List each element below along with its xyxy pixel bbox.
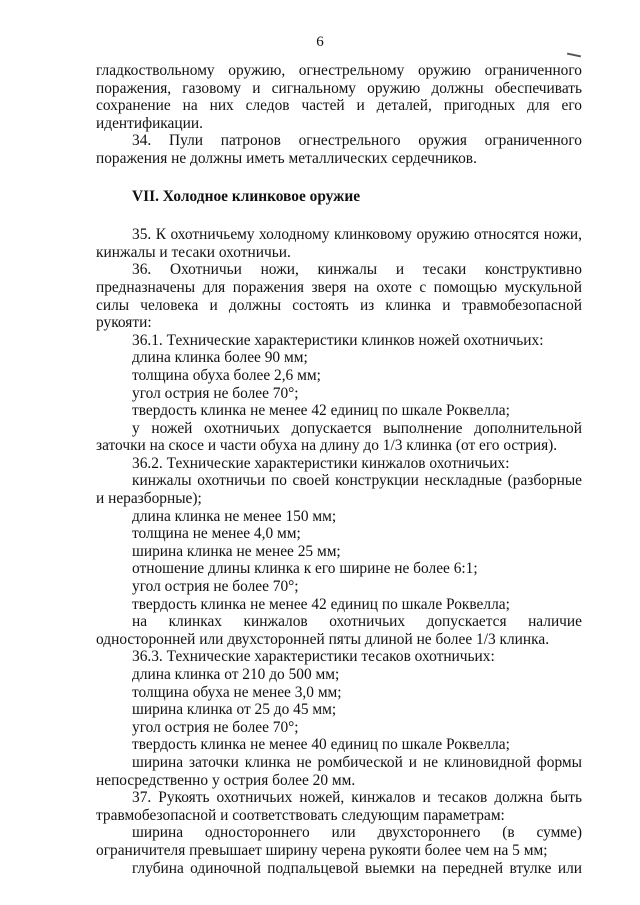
paragraph-36: 36. Охотничьи ножи, кинжалы и тесаки конструктивно предназначены для поражения зверя на охоте с помощью мускульной силы человека и должны состоять из клинка и травмобезопасной рукояти: [96, 261, 582, 332]
cleavers-note: ширина заточки клинка не ромбической и не клиновидной формы непосредственно у острия более 20 мм. [96, 753, 582, 789]
paragraph-36-1-title: 36.1. Технические характеристики клинков ножей охотничьих: [132, 331, 544, 349]
list-item: ширина клинка от 25 до 45 мм; [132, 701, 337, 719]
list-item: угол острия не более 70°; [132, 718, 299, 736]
paragraph-36-3-title: 36.3. Технические характеристики тесаков охотничьих: [132, 648, 495, 666]
paragraph-33-continuation: гладкоствольному оружию, огнестрельному оружию ограниченного поражения, газовому и сигнальному оружию должны обеспечивать сохранение на них следов частей и деталей, пригодных для его идентификации. [96, 62, 582, 132]
list-item: твердость клинка не менее 42 единиц по шкале Роквелла; [132, 595, 510, 613]
knives-note: у ножей охотничьих допускается выполнение дополнительной заточки на скосе и части обуха на длину до 1/3 клинка (от его острия). [96, 419, 582, 455]
paragraph-35: 35. К охотничьему холодному клинковому оружию относятся ножи, кинжалы и тесаки охотничьи. [96, 226, 582, 261]
paragraph-37-a: ширина одностороннего или двухстороннего (в сумме) ограничителя превышает ширину черена рукояти более чем на 5 мм; [96, 824, 582, 859]
paragraph-37: 37. Рукоять охотничьих ножей, кинжалов и тесаков должна быть травмобезопасной и соответствовать следующим параметрам: [96, 789, 582, 824]
list-item: ширина клинка не менее 25 мм; [132, 542, 341, 560]
daggers-construction: кинжалы охотничьи по своей конструкции нескладные (разборные и неразборные); [96, 472, 582, 508]
list-item: толщина обуха не менее 3,0 мм; [132, 683, 342, 701]
section-heading: VII. Холодное клинковое оружие [132, 187, 361, 205]
paragraph-37-b: глубина одиночной подпальцевой выемки на передней втулке или [132, 859, 582, 877]
list-item: длина клинка от 210 до 500 мм; [132, 666, 340, 683]
daggers-note: на клинках кинжалов охотничьих допускается наличие односторонней или двухсторонней пяты длиной не более 1/3 клинка. [96, 613, 582, 648]
list-item: твердость клинка не менее 40 единиц по шкале Роквелла; [132, 736, 510, 754]
list-item: толщина не менее 4,0 мм; [132, 525, 301, 543]
list-item: отношение длины клинка к его ширине не более 6:1; [132, 560, 478, 578]
list-item: угол острия не более 70°; [132, 578, 299, 596]
paragraph-34: 34. Пули патронов огнестрельного оружия ограниченного поражения не должны иметь металлических сердечников. [96, 132, 582, 167]
list-item: угол острия не более 70°; [132, 384, 299, 402]
list-item: длина клинка не менее 150 мм; [132, 507, 337, 525]
document-body [96, 62, 582, 877]
pen-mark [567, 53, 581, 58]
list-item: толщина обуха более 2,6 мм; [132, 366, 321, 384]
page-number: 6 [316, 34, 324, 50]
list-item: твердость клинка не менее 42 единиц по шкале Роквелла; [132, 402, 510, 420]
paragraph-36-2-title: 36.2. Технические характеристики кинжалов охотничьих: [132, 454, 510, 472]
list-item: длина клинка более 90 мм; [132, 349, 308, 367]
